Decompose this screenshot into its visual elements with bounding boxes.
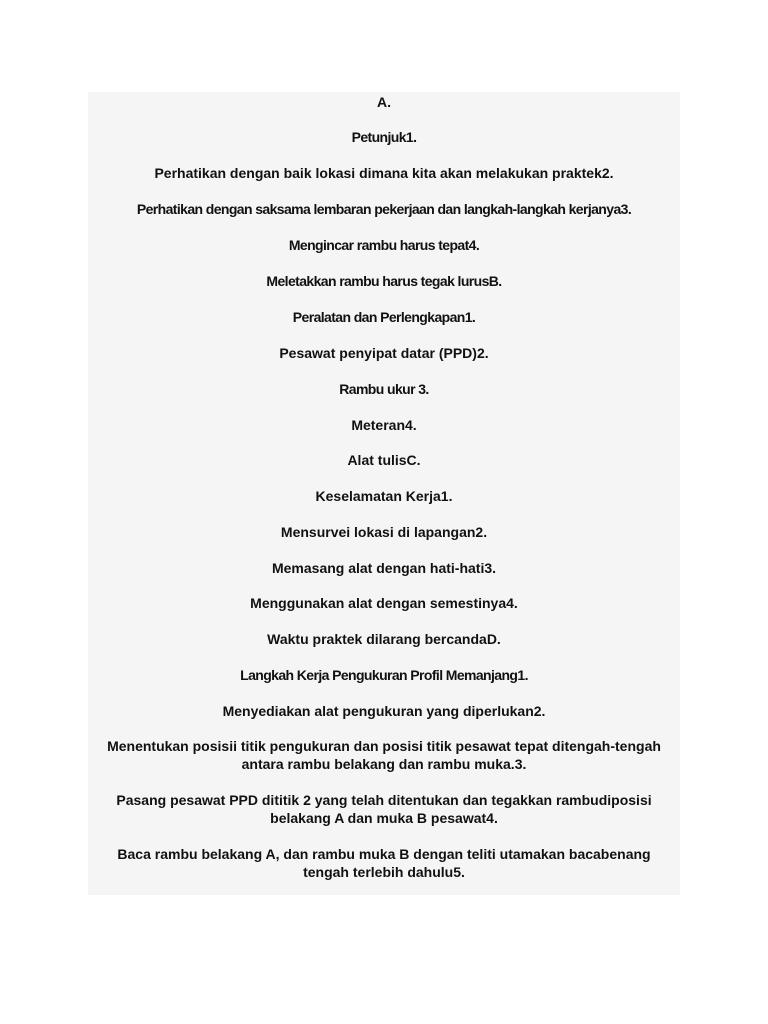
instruction-line: Meletakkan rambu harus tegak lurusB. xyxy=(266,273,502,289)
instruction-line: Mengincar rambu harus tepat4. xyxy=(288,237,480,253)
instruction-line: Mensurvei lokasi di lapangan2. xyxy=(280,524,488,540)
instruction-line: Menggunakan alat dengan semestinya4. xyxy=(250,595,518,611)
instruction-line: Perhatikan dengan baik lokasi dimana kita akan melakukan praktek2. xyxy=(154,165,614,181)
instruction-line: Memasang alat dengan hati-hati3. xyxy=(271,560,497,576)
instruction-line: Waktu praktek dilarang bercandaD. xyxy=(267,631,501,647)
instruction-line: Menentukan posisii titik pengukuran dan posisi titik pesawat tepat ditengah-tengah antara rambu belakang dan rambu muka.3. xyxy=(107,738,661,772)
instruction-line: Peralatan dan Perlengkapan1. xyxy=(292,309,476,325)
instruction-line: Pasang pesawat PPD dititik 2 yang telah ditentukan dan tegakkan rambudiposisi belakang A dan muka B pesawat4. xyxy=(116,792,652,826)
instruction-line: Pesawat penyipat datar (PPD)2. xyxy=(279,345,489,361)
instruction-line: Baca rambu belakang A, dan rambu muka B dengan teliti utamakan bacabenang tengah terlebih dahulu5. xyxy=(117,846,651,880)
instruction-line: Langkah Kerja Pengukuran Profil Memanjang1. xyxy=(240,667,528,683)
instruction-line: Alat tulisC. xyxy=(347,452,421,468)
instruction-line: Perhatikan dengan saksama lembaran pekerjaan dan langkah-langkah kerjanya3. xyxy=(136,201,632,217)
document-page xyxy=(88,92,680,895)
instruction-line: Menyediakan alat pengukuran yang diperlukan2. xyxy=(222,703,546,719)
instruction-line: Petunjuk1. xyxy=(351,129,417,145)
instruction-line: Rambu ukur 3. xyxy=(339,381,429,397)
instruction-line: Keselamatan Kerja1. xyxy=(315,488,453,504)
section-heading-a: A. xyxy=(377,94,391,110)
instruction-line: Meteran4. xyxy=(351,417,417,433)
